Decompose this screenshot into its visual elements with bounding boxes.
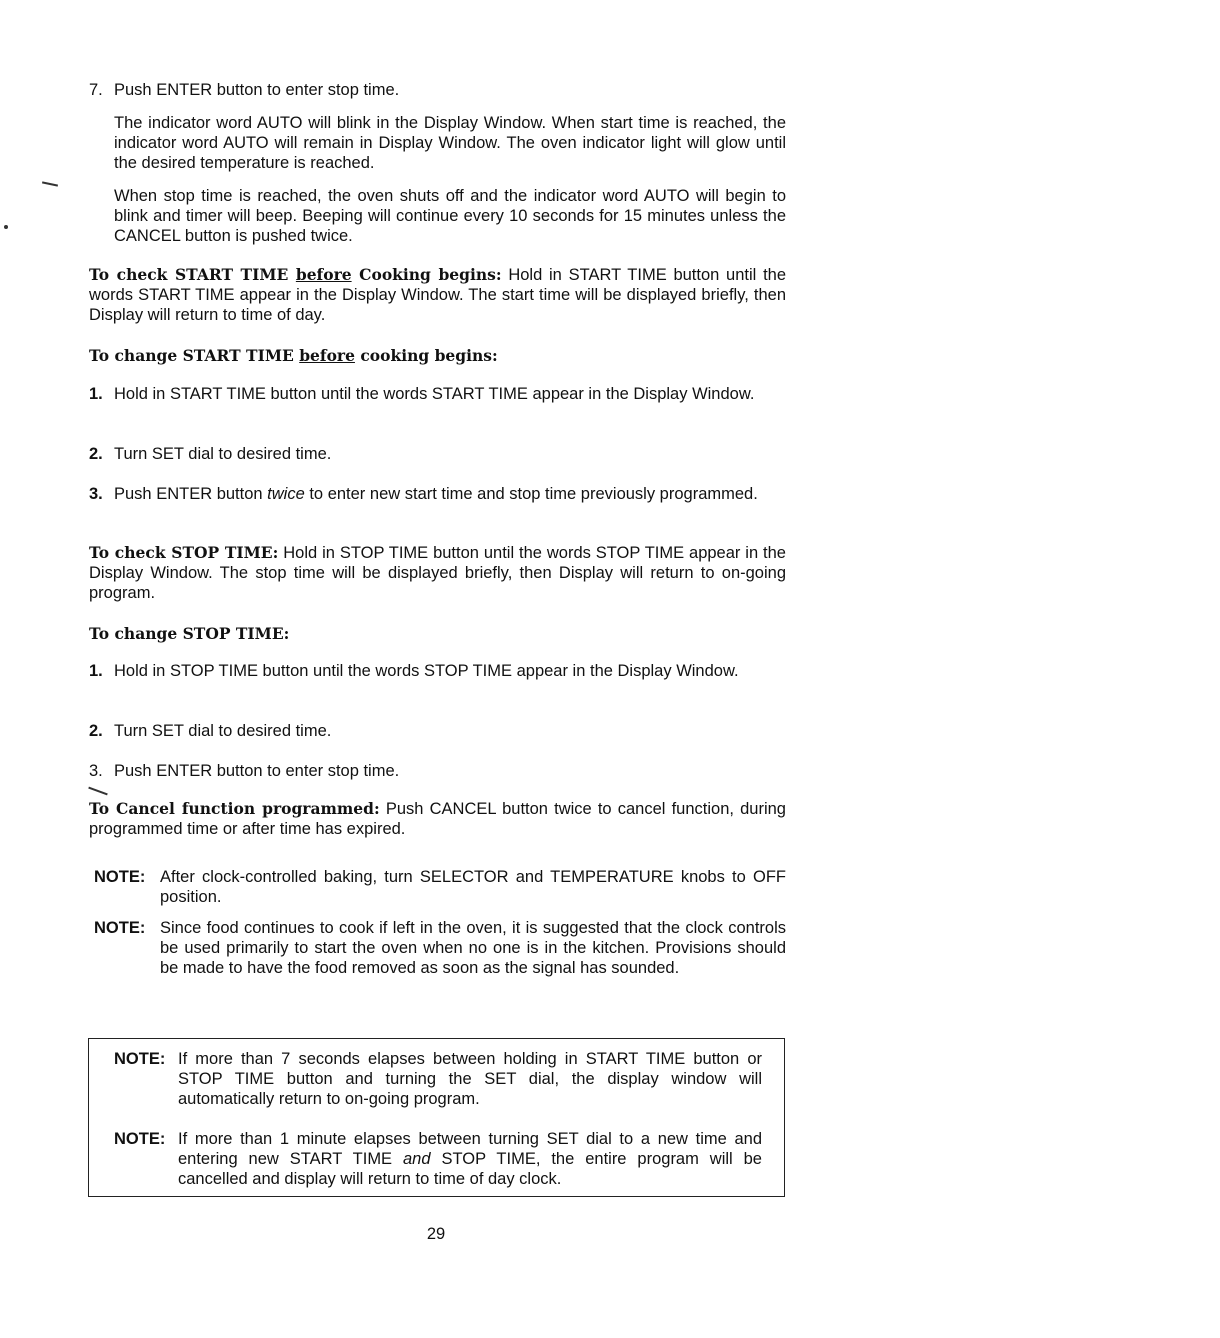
note-text: Since food continues to cook if left in the oven, it is suggested that the clock controls be used primarily to start the oven when no one is in the kitchen. Provisions should be made to have the food removed as soon as the signal has sounded.	[160, 919, 786, 977]
step-number: 2.	[89, 445, 103, 463]
step-number: 2.	[89, 722, 103, 740]
change-start-step-3: Push ENTER button twice to enter new start time and stop time previously programmed.	[114, 485, 758, 503]
check-stop-time-section	[89, 543, 786, 603]
check-start-heading: To check START TIME before Cooking begins:	[89, 265, 502, 284]
note-text: If more than 1 minute elapses between turning SET dial to a new time and entering new START TIME and STOP TIME, the entire program will be cancelled and display will return to time of day clock.	[178, 1130, 762, 1188]
change-stop-step-3: Push ENTER button to enter stop time.	[114, 762, 400, 780]
cancel-text: Push CANCEL button twice to cancel function, during programmed time or after time has expired.	[89, 800, 786, 838]
change-start-heading: To change START TIME before cooking begins:	[89, 346, 498, 365]
scan-mark	[88, 787, 107, 796]
note-text: If more than 7 seconds elapses between holding in START TIME button or STOP TIME button and turning the SET dial, the display window will automatically return to on-going program.	[178, 1050, 762, 1108]
note-text: After clock-controlled baking, turn SELECTOR and TEMPERATURE knobs to OFF position.	[160, 868, 786, 906]
change-stop-heading: To change STOP TIME:	[89, 624, 290, 643]
check-stop-heading: To check STOP TIME:	[89, 543, 279, 562]
step-number: 1.	[89, 385, 103, 403]
step-number: 1.	[89, 662, 103, 680]
check-start-time-section	[89, 265, 786, 325]
change-stop-step-2: Turn SET dial to desired time.	[114, 722, 332, 740]
step-number: 3.	[89, 485, 103, 503]
page-number: 29	[426, 1225, 446, 1243]
step-number: 3.	[89, 762, 103, 780]
change-stop-step-1: Hold in STOP TIME button until the words STOP TIME appear in the Display Window.	[114, 662, 739, 680]
scan-mark	[4, 225, 8, 229]
step-number: 7.	[89, 81, 103, 99]
note-label: NOTE:	[114, 1130, 166, 1148]
note-label: NOTE:	[94, 919, 146, 937]
cancel-heading: To Cancel function programmed:	[89, 799, 380, 818]
stop-time-paragraph: When stop time is reached, the oven shuts off and the indicator word AUTO will begin to blink and timer will beep. Beeping will continue every 10 seconds for 15 minutes unless the CANCEL button is pushed twice.	[114, 187, 786, 245]
note-label: NOTE:	[114, 1050, 166, 1068]
change-start-step-2: Turn SET dial to desired time.	[114, 445, 332, 463]
step-7-text: Push ENTER button to enter stop time.	[114, 81, 400, 99]
auto-blink-paragraph: The indicator word AUTO will blink in the Display Window. When start time is reached, the indicator word AUTO will remain in Display Window. The oven indicator light will glow until the desired temperature is reached.	[114, 114, 786, 172]
change-start-step-1: Hold in START TIME button until the words START TIME appear in the Display Window.	[114, 385, 755, 403]
scan-mark	[42, 181, 58, 186]
check-start-text: Hold in START TIME button until the words START TIME appear in the Display Window. The start time will be displayed briefly, then Display will return to time of day.	[89, 266, 787, 324]
check-stop-text: Hold in STOP TIME button until the words STOP TIME appear in the Display Window. The stop time will be displayed briefly, then Display will return to on-going program.	[89, 544, 786, 602]
note-label: NOTE:	[94, 868, 146, 886]
cancel-section	[89, 799, 786, 839]
